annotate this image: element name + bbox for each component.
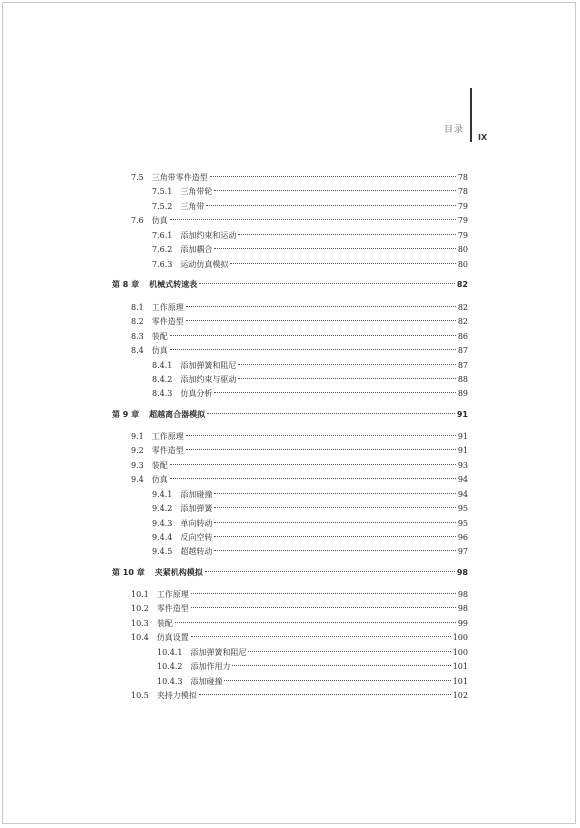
toc-entry[interactable] (152, 546, 468, 558)
toc-chapter-number: 第 8 章 (112, 280, 140, 289)
toc-leader-dots (170, 349, 456, 350)
toc-chapter-entry[interactable] (112, 279, 468, 291)
toc-entry-title: 零件造型 (156, 604, 189, 613)
toc-entry[interactable] (131, 302, 468, 314)
toc-leader-dots (170, 478, 456, 479)
toc-entry-title: 添加约束与驱动 (180, 375, 237, 384)
toc-entry-page: 96 (457, 533, 468, 542)
toc-leader-dots (214, 248, 455, 249)
toc-entry-title: 添加约束和运动 (180, 231, 237, 240)
toc-entry-title: 装配 (151, 461, 168, 470)
toc-entry-page: 94 (457, 490, 468, 499)
toc-leader-dots (199, 283, 455, 284)
toc-entry[interactable] (152, 518, 468, 530)
toc-entry[interactable] (152, 186, 468, 198)
toc-entry-title: 反向空转 (180, 533, 213, 542)
toc-leader-dots (170, 464, 456, 465)
toc-entry-title: 装配 (156, 619, 173, 628)
toc-entry[interactable] (152, 388, 468, 400)
toc-entry-title: 夹持力模拟 (156, 691, 197, 700)
toc-entry-number: 9.4.3 (152, 519, 173, 528)
toc-chapter-entry[interactable] (112, 409, 468, 421)
toc-leader-dots (210, 176, 456, 177)
toc-chapter-entry[interactable] (112, 567, 468, 579)
toc-leader-dots (170, 219, 456, 220)
toc-leader-dots (191, 607, 456, 608)
toc-entry-title: 添加弹簧和阻尼 (190, 648, 247, 657)
toc-entry-number: 10.4 (131, 633, 149, 642)
toc-entry-title: 运动仿真模拟 (180, 260, 229, 269)
toc-leader-dots (232, 665, 450, 666)
toc-entry-number: 8.4 (131, 346, 144, 355)
toc-entry-page: 93 (457, 461, 468, 470)
toc-entry-number: 8.3 (131, 332, 144, 341)
toc-leader-dots (175, 622, 456, 623)
toc-entry-title: 工作原理 (151, 432, 184, 441)
toc-leader-dots (207, 413, 455, 414)
toc-entry[interactable] (152, 503, 468, 515)
toc-leader-dots (230, 263, 455, 264)
toc-entry-number: 9.3 (131, 461, 144, 470)
toc-entry-number: 10.2 (131, 604, 149, 613)
toc-entry[interactable] (131, 690, 468, 702)
toc-entry-title: 仿真分析 (180, 389, 213, 398)
toc-entry-number: 9.4 (131, 475, 144, 484)
toc-entry-number: 7.5 (131, 173, 144, 182)
toc-entry-page: 97 (457, 547, 468, 556)
toc-entry-number: 7.6.3 (152, 260, 173, 269)
toc-entry-page: 78 (457, 187, 468, 196)
toc-entry-page: 95 (457, 519, 468, 528)
toc-entry[interactable] (131, 460, 468, 472)
toc-entry-number: 9.4.5 (152, 547, 173, 556)
toc-entry[interactable] (157, 661, 468, 673)
toc-entry[interactable] (152, 259, 468, 271)
toc-leader-dots (205, 571, 455, 572)
toc-entry-number: 7.6.2 (152, 245, 173, 254)
toc-entry-number: 9.1 (131, 432, 144, 441)
toc-entry-page: 79 (457, 231, 468, 240)
toc-entry-page: 91 (457, 432, 468, 441)
toc-entry-page: 78 (457, 173, 468, 182)
toc-entry[interactable] (131, 172, 468, 184)
page-number: IX (478, 133, 488, 142)
toc-leader-dots (214, 190, 455, 191)
toc-entry-page: 101 (452, 677, 468, 686)
toc-entry-page: 79 (457, 216, 468, 225)
toc-leader-dots (238, 364, 455, 365)
toc-entry-number: 10.4.2 (157, 662, 183, 671)
toc-chapter-number: 第 10 章 (112, 568, 145, 577)
toc-entry-title: 添加耦合 (180, 245, 213, 254)
toc-entry-page: 101 (452, 662, 468, 671)
toc-entry-page: 99 (457, 619, 468, 628)
toc-leader-dots (224, 680, 450, 681)
toc-leader-dots (199, 694, 451, 695)
toc-leader-dots (170, 335, 456, 336)
toc-entry-number: 7.5.1 (152, 187, 173, 196)
toc-entry-page: 80 (457, 260, 468, 269)
toc-entry-page: 88 (457, 375, 468, 384)
toc-entry-title: 仿真设置 (156, 633, 189, 642)
toc-leader-dots (238, 234, 455, 235)
toc-chapter-title: 超越离合器模拟 (149, 410, 206, 419)
toc-entry-page: 98 (457, 590, 468, 599)
toc-entry-page: 95 (457, 504, 468, 513)
toc-entry-page: 87 (457, 346, 468, 355)
toc-entry-number: 9.4.2 (152, 504, 173, 513)
toc-entry-title: 三角带零件造型 (151, 173, 208, 182)
toc-entry-title: 添加弹簧和阻尼 (180, 361, 237, 370)
toc-entry[interactable] (131, 345, 468, 357)
toc-entry-title: 工作原理 (151, 303, 184, 312)
toc-entry-number: 10.4.1 (157, 648, 183, 657)
toc-entry-number: 9.4.4 (152, 533, 173, 542)
toc-leader-dots (186, 320, 456, 321)
toc-entry-page: 91 (457, 446, 468, 455)
toc-entry-page: 82 (457, 317, 468, 326)
toc-leader-dots (186, 435, 456, 436)
header-rule (470, 88, 472, 142)
toc-entry[interactable] (131, 474, 468, 486)
toc-entry-title: 零件造型 (151, 317, 184, 326)
toc-chapter-title: 夹紧机构模拟 (154, 568, 203, 577)
toc-leader-dots (214, 493, 455, 494)
toc-entry-number: 9.2 (131, 446, 144, 455)
toc-entry-page: 89 (457, 389, 468, 398)
toc-entry[interactable] (131, 215, 468, 227)
toc-entry-title: 仿真 (151, 346, 168, 355)
toc-entry-title: 超越转动 (180, 547, 213, 556)
toc-entry[interactable] (131, 445, 468, 457)
toc-entry-page: 87 (457, 361, 468, 370)
toc-leader-dots (214, 392, 455, 393)
toc-entry-title: 三角带轮 (180, 187, 213, 196)
toc-entry[interactable] (131, 431, 468, 443)
toc-entry[interactable] (157, 647, 468, 659)
toc-entry[interactable] (152, 360, 468, 372)
toc-entry-title: 添加作用力 (190, 662, 231, 671)
toc-chapter-title: 机械式转速表 (149, 280, 198, 289)
toc-leader-dots (186, 449, 456, 450)
toc-entry-title: 仿真 (151, 475, 168, 484)
toc-entry-page: 102 (452, 691, 468, 700)
toc-entry-page: 82 (457, 303, 468, 312)
toc-leader-dots (186, 306, 456, 307)
toc-entry[interactable] (131, 589, 468, 601)
toc-entry-number: 7.6 (131, 216, 144, 225)
toc-chapter-number: 第 9 章 (112, 410, 140, 419)
toc-entry-number: 8.4.3 (152, 389, 173, 398)
toc-entry-page: 82 (456, 280, 468, 289)
toc-entry-page: 98 (456, 568, 468, 577)
toc-entry-number: 8.2 (131, 317, 144, 326)
toc-entry-number: 10.1 (131, 590, 149, 599)
toc-entry-page: 79 (457, 202, 468, 211)
toc-entry[interactable] (131, 618, 468, 630)
toc-entry-number: 8.4.1 (152, 361, 173, 370)
toc-entry-title: 添加弹簧 (180, 504, 213, 513)
toc-entry-title: 仿真 (151, 216, 168, 225)
toc-leader-dots (214, 507, 455, 508)
toc-entry-title: 单向转动 (180, 519, 213, 528)
toc-entry-title: 三角带 (180, 202, 205, 211)
toc-entry-number: 8.4.2 (152, 375, 173, 384)
toc-entry[interactable] (152, 244, 468, 256)
toc-entry-title: 添加碰撞 (180, 490, 213, 499)
toc-entry[interactable] (131, 331, 468, 343)
toc-entry[interactable] (157, 676, 468, 688)
toc-entry-page: 100 (452, 648, 468, 657)
toc-leader-dots (206, 205, 455, 206)
toc-entry-number: 10.5 (131, 691, 149, 700)
toc-leader-dots (191, 593, 456, 594)
toc-entry-page: 100 (452, 633, 468, 642)
toc-leader-dots (191, 636, 451, 637)
toc-entry-number: 8.1 (131, 303, 144, 312)
toc-entry-title: 添加碰撞 (190, 677, 223, 686)
toc-entry-title: 工作原理 (156, 590, 189, 599)
toc-leader-dots (214, 536, 455, 537)
toc-entry-number: 7.5.2 (152, 202, 173, 211)
running-header-label: 目录 (444, 125, 465, 135)
toc-entry-number: 10.3 (131, 619, 149, 628)
toc-entry-page: 80 (457, 245, 468, 254)
toc-entry[interactable] (131, 632, 468, 644)
toc-entry[interactable] (152, 374, 468, 386)
toc-entry-page: 98 (457, 604, 468, 613)
toc-leader-dots (248, 651, 450, 652)
toc-entry-page: 86 (457, 332, 468, 341)
toc-entry[interactable] (131, 316, 468, 328)
toc-entry[interactable] (152, 201, 468, 213)
toc-leader-dots (214, 522, 455, 523)
toc-entry-title: 零件造型 (151, 446, 184, 455)
toc-entry[interactable] (152, 532, 468, 544)
toc-entry[interactable] (152, 230, 468, 242)
toc-entry-number: 9.4.1 (152, 490, 173, 499)
toc-entry[interactable] (131, 603, 468, 615)
toc-leader-dots (238, 378, 455, 379)
toc-entry-number: 10.4.3 (157, 677, 183, 686)
toc-leader-dots (214, 550, 455, 551)
toc-entry-number: 7.6.1 (152, 231, 173, 240)
toc-entry[interactable] (152, 489, 468, 501)
toc-entry-title: 装配 (151, 332, 168, 341)
toc-entry-page: 94 (457, 475, 468, 484)
toc-entry-page: 91 (456, 410, 468, 419)
